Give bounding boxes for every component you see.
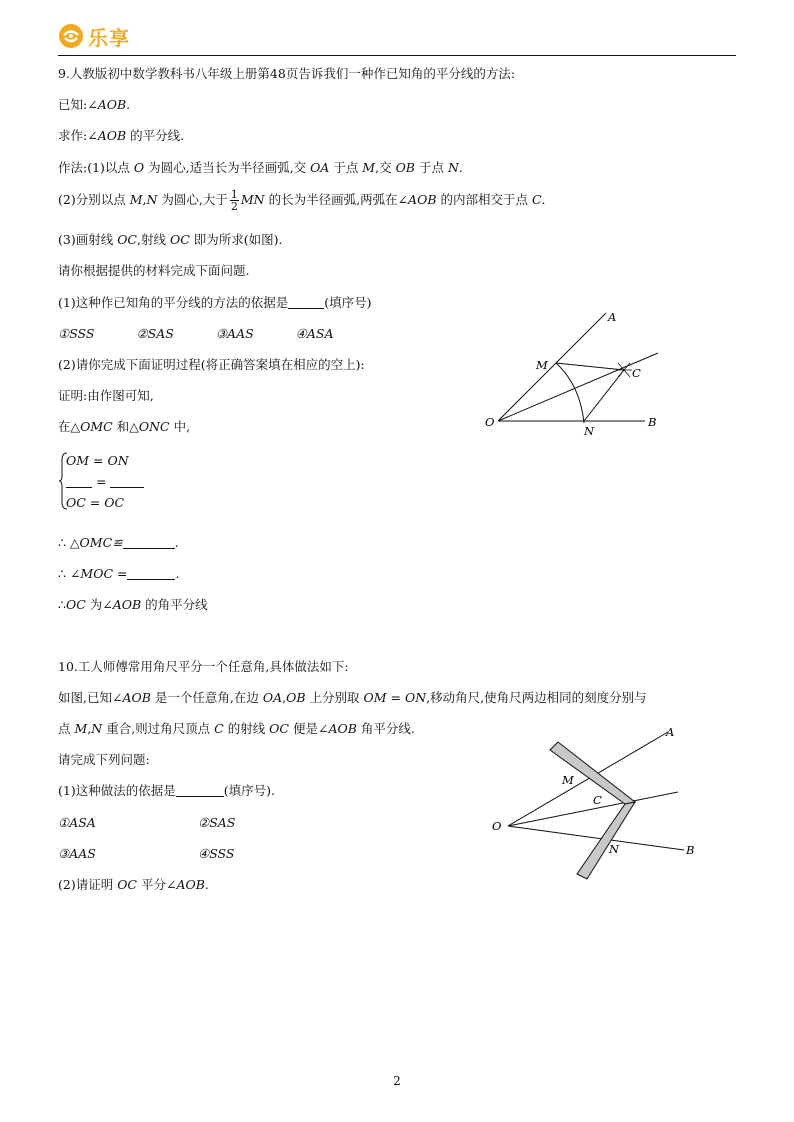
q10-d2-g: 的射线 (223, 721, 270, 736)
q10-p2-b: OC (117, 877, 137, 892)
q9-step2-d: N (146, 192, 158, 207)
q9-therefore1 (58, 535, 179, 551)
q9-t3-e: 的角平分线 (141, 597, 208, 612)
q10-ray-oa (508, 732, 668, 826)
q9-step2-h: ∠AOB (397, 192, 437, 207)
q9-step1-i: 于点 (415, 160, 448, 175)
q9-part2: (2)请你完成下面证明过程(将正确答案填在相应的空上): (58, 357, 365, 372)
q10-desc1 (58, 690, 647, 706)
q10-d1-b: ∠AOB (111, 690, 151, 705)
q9-label-m: M (536, 358, 548, 372)
q10-label-c: C (593, 793, 602, 807)
q9-step1-d: OA (310, 160, 330, 175)
q10-d2-k: 角平分线. (356, 721, 415, 736)
q9-given-prefix: 已知: (58, 97, 88, 112)
q9-system-blank-left[interactable] (66, 475, 92, 488)
q9-t2-c: . (175, 566, 180, 581)
q9-instruction: 请你根据提供的材料完成下面问题. (58, 263, 250, 278)
q9-t1-c: . (174, 535, 179, 550)
q10-d1-i: ,移动角尺,使角尺两边相同的刻度分别与 (426, 690, 647, 705)
q9-congruent-blank[interactable] (123, 536, 175, 549)
q9-segment-mc (556, 363, 624, 370)
q10-d2-f: C (214, 721, 224, 736)
logo-icon (58, 23, 84, 49)
q9-step2-b: M (129, 192, 143, 207)
q9-step2-i: 的内部相交于点 (436, 192, 532, 207)
q9-therefore2 (58, 566, 179, 582)
q9-step3-e: 即为所求(如图). (189, 232, 283, 247)
q9-step1-k: . (458, 160, 463, 175)
q9-system-blank-right[interactable] (110, 475, 144, 488)
q10-d1-g: 上分别取 (305, 690, 364, 705)
q9-step2-f: MN (240, 192, 265, 207)
q9-step2-c: , (142, 192, 147, 207)
q9-given-suffix: . (126, 97, 131, 112)
q10-d1-a: 如图,已知 (58, 690, 112, 705)
logo (58, 22, 130, 50)
q9-system-row3: OC = OC (66, 495, 125, 510)
q10-d2-h: OC (269, 721, 289, 736)
q9-frac-num: 1 (230, 188, 238, 201)
q9-step2-j: C (531, 192, 542, 207)
q10-options-row1 (58, 815, 235, 831)
q9-step1-a: 作法:(1)以点 (58, 160, 134, 175)
q9-fraction (230, 189, 239, 212)
q9-label-c: C (632, 366, 641, 380)
q9-find (58, 128, 184, 144)
q10-options-row2 (58, 846, 234, 862)
q9-in-b: △OMC (70, 419, 113, 434)
q9-ray-oc (498, 353, 658, 421)
q9-segment-nc (584, 370, 624, 421)
q9-t3-a: ∴ (58, 597, 66, 612)
q9-proof-intro: 证明:由作图可知, (58, 388, 154, 403)
q10-d2-b: M (74, 721, 88, 736)
q9-figure (480, 305, 670, 445)
q9-step1-g: ,交 (375, 160, 396, 175)
q9-given (58, 97, 130, 113)
q9-step1-c: 为圆心,适当长为半径画弧,交 (144, 160, 311, 175)
q10-d2-d: N (91, 721, 103, 736)
q9-given-math: ∠AOB (87, 97, 127, 112)
q10-desc2 (58, 721, 415, 737)
q9-system-row1: OM = ON (66, 453, 129, 468)
page-number: 2 (393, 1074, 401, 1088)
q9-option-4: ④ASA (295, 326, 334, 341)
q9-t1-a: ∴ (58, 535, 70, 550)
q10-d2-a: 点 (58, 721, 75, 736)
q9-step3-d: OC (169, 232, 190, 247)
q10-option-1: ①ASA (58, 815, 96, 830)
q9-step2-k: . (541, 192, 546, 207)
q9-t2-b: ∠MOC = (69, 566, 128, 581)
q9-part1-blank[interactable] (288, 296, 324, 309)
q9-in-c: 和 (112, 419, 130, 434)
q10-part1 (58, 783, 275, 799)
q10-part1-text: (1)这种做法的依据是 (58, 783, 176, 798)
q9-step3-a: (3)画射线 (58, 232, 118, 247)
q9-label-o: O (485, 415, 495, 429)
q9-in-d: △ONC (129, 419, 170, 434)
q10-d1-f: OB (286, 690, 306, 705)
q9-option-3: ③AAS (215, 326, 254, 341)
q9-step1-f: M (362, 160, 376, 175)
q9-in-a: 在 (58, 419, 71, 434)
q9-step2-e: 为圆心,大于 (157, 192, 228, 207)
q9-label-b: B (648, 415, 657, 429)
q10-p2-c: 平分 (137, 877, 166, 892)
q10-label-b: B (686, 843, 695, 857)
q10-p2-d: ∠AOB (165, 877, 205, 892)
q10-p2-e: . (204, 877, 209, 892)
q9-step1 (58, 160, 463, 176)
q9-t2-a: ∴ (58, 566, 70, 581)
q10-option-4: ④SSS (198, 846, 235, 861)
q9-step1-h: OB (395, 160, 415, 175)
q9-arc-mn (556, 363, 584, 423)
q9-t3-c: 为 (85, 597, 103, 612)
q9-t1-b: △OMC≌ (69, 535, 123, 550)
q9-options (58, 326, 334, 342)
q9-title: 9.人教版初中数学教科书八年级上册第48页告诉我们一种作已知角的平分线的方法: (58, 66, 516, 81)
q9-step1-b: O (133, 160, 145, 175)
q10-label-n: N (609, 842, 620, 856)
q9-step2-g: 的长为半径画弧,两弧在 (264, 192, 398, 207)
q9-part1-suffix: (填序号) (324, 295, 372, 310)
q9-t3-b: OC (65, 597, 86, 612)
q9-label-a: A (608, 310, 617, 324)
q9-angle-blank[interactable] (127, 567, 175, 580)
q9-step2 (58, 187, 546, 213)
header-divider (58, 55, 736, 56)
q9-step1-j: N (447, 160, 459, 175)
q9-find-prefix: 求作: (58, 128, 88, 143)
q9-part1-text: (1)这种作已知角的平分线的方法的依据是 (58, 295, 289, 310)
q10-instruction: 请完成下列问题: (58, 752, 150, 767)
q9-find-math: ∠AOB (87, 128, 127, 143)
q9-step1-e: 于点 (329, 160, 363, 175)
q9-system-row2-eq: = (95, 474, 107, 489)
q10-part1-blank[interactable] (176, 784, 224, 797)
q9-ray-oa (498, 313, 606, 421)
q9-label-n: N (584, 424, 595, 438)
q9-t3-d: ∠AOB (102, 597, 142, 612)
q10-option-3: ③AAS (58, 846, 96, 861)
q10-d1-c: 是一个任意角,在边 (150, 690, 263, 705)
q9-therefore3 (58, 597, 208, 613)
q10-option-2: ②SAS (198, 815, 236, 830)
q10-title: 10.工人师傅常用角尺平分一个任意角,具体做法如下: (58, 659, 349, 674)
q10-p2-a: (2)请证明 (58, 877, 118, 892)
q9-in-e: 中, (169, 419, 191, 434)
q9-step3-c: ,射线 (137, 232, 170, 247)
q9-step3 (58, 232, 282, 248)
q9-system-row2 (66, 474, 144, 489)
q10-label-m: M (562, 773, 574, 787)
q10-d2-j: ∠AOB (317, 721, 357, 736)
q10-label-a: A (666, 725, 675, 739)
q9-option-1: ①SSS (58, 326, 95, 341)
q9-step3-b: OC (117, 232, 137, 247)
logo-text: 乐享 (88, 25, 130, 50)
q10-d1-h: OM = ON (363, 690, 427, 705)
q10-d2-e: 重合,则过角尺顶点 (102, 721, 215, 736)
q9-part1 (58, 295, 371, 311)
q9-in-triangles (58, 419, 190, 435)
q9-find-suffix: 的平分线. (126, 128, 185, 143)
q10-ruler-arm-lower (577, 802, 635, 879)
q9-frac-den: 2 (230, 200, 238, 213)
q10-d2-c: , (87, 721, 92, 736)
q10-label-o: O (492, 819, 502, 833)
q9-option-2: ②SAS (136, 326, 174, 341)
q10-d1-e: , (282, 690, 287, 705)
q10-figure (488, 722, 708, 882)
q9-step2-a: (2)分别以点 (58, 192, 130, 207)
q10-part1-suffix: (填序号). (223, 783, 275, 798)
q10-d1-d: OA (262, 690, 283, 705)
q10-d2-i: 便是 (288, 721, 318, 736)
q10-part2 (58, 877, 209, 893)
